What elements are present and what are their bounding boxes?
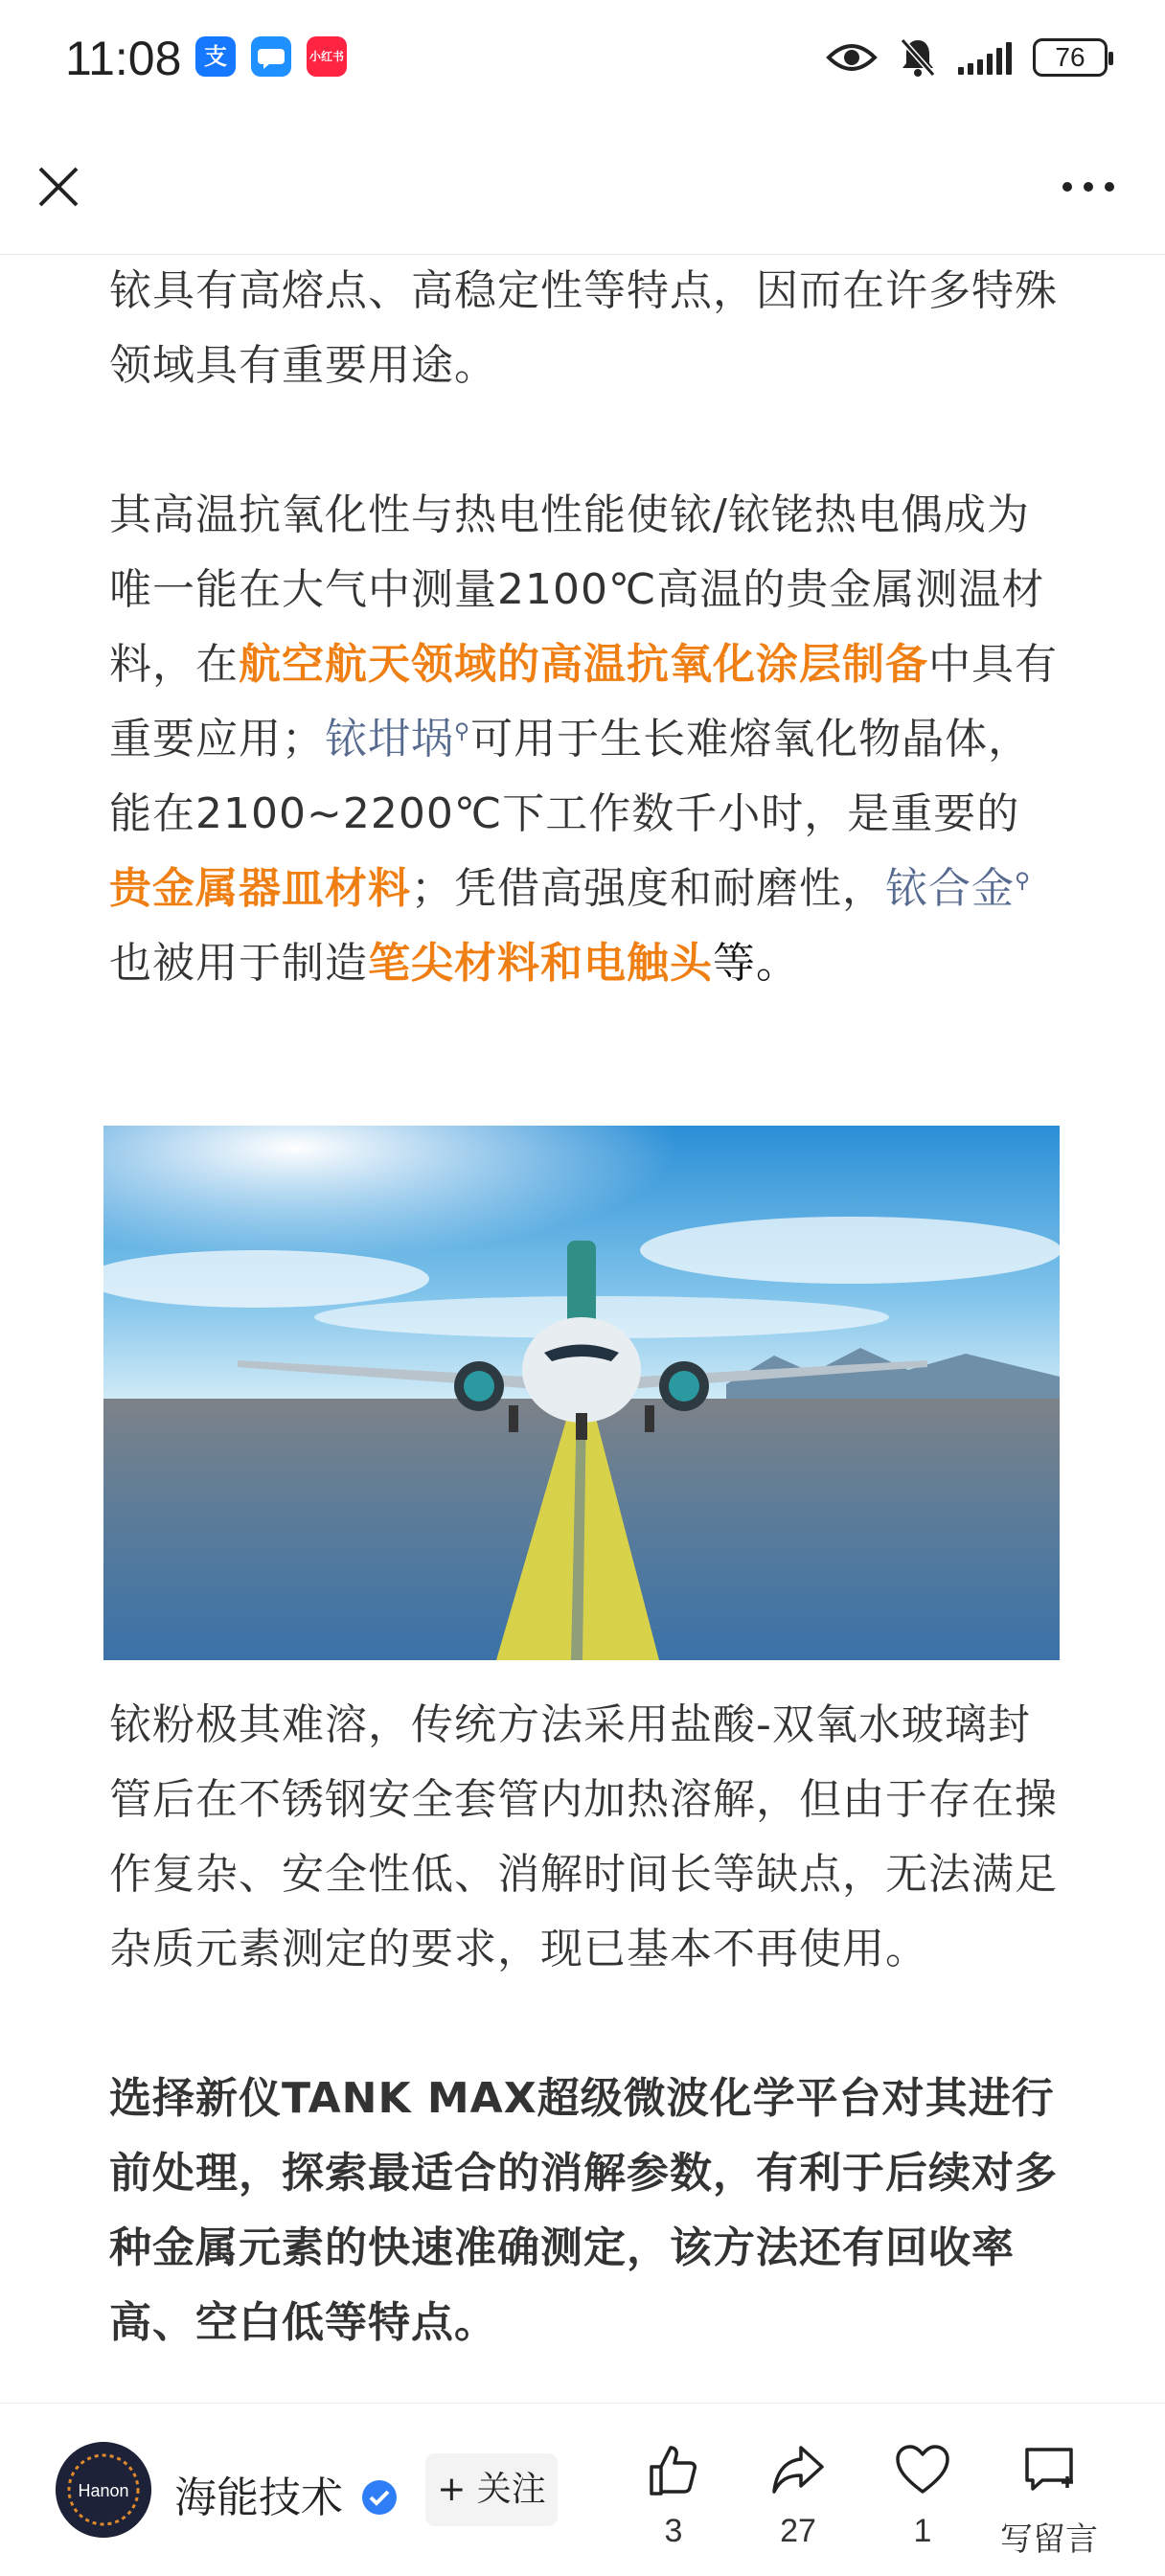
share-button[interactable] <box>745 2440 851 2550</box>
link-iridium-crucible[interactable] <box>325 715 470 764</box>
status-time: 11:08 <box>65 32 182 85</box>
favorite-button[interactable] <box>870 2440 975 2550</box>
paragraph-tank-max: 选择新仪TANK MAX超级微波化学平台对其进行前处理，探索最适合的消解参数，有利于后续对多种金属元素的快速准确测定，该方法还有回收率高、空白低等特点。 <box>109 2074 1058 2347</box>
highlight-pen-tip: 笔尖材料和电触头 <box>368 939 713 988</box>
paragraph-applications <box>109 478 1058 1001</box>
write-comment-button[interactable] <box>987 2440 1111 2560</box>
link-iridium-alloy[interactable] <box>885 864 1031 913</box>
text-segment: 可用于生长难熔氧化物晶体，能在2100~2200℃下工作数千小时，是重要的 <box>109 715 1032 838</box>
verified-badge-icon <box>360 2478 399 2517</box>
share-icon <box>768 2440 828 2499</box>
text-segment: 中具有重要应用； <box>109 640 1058 764</box>
link-label: 铱坩埚 <box>325 715 454 764</box>
write-comment-label: 写留言 <box>1000 2521 1098 2558</box>
text-segment: 其高温抗氧化性与热电性能使铱/铱铑热电偶成为唯一能在大气中测量2100℃高温的贵金属测温材料，在 <box>109 490 1045 689</box>
paragraph-traditional-method: 铱粉极其难溶，传统方法采用盐酸-双氧水玻璃封管后在不锈钢安全套管内加热溶解，但由于存在操作复杂、安全性低、消解时间长等缺点，无法满足杂质元素测定的要求，现已基本不再使用。 <box>109 1700 1058 1973</box>
highlight-aerospace: 航空航天领域的高温抗氧化涂层制备 <box>239 640 928 689</box>
search-icon: ⚲ <box>1015 869 1032 894</box>
follow-button[interactable]: + 关注 <box>425 2453 558 2526</box>
signal-icon <box>958 40 1012 75</box>
eye-icon <box>826 40 878 75</box>
author-name[interactable]: 海能技术 <box>174 2473 343 2522</box>
paragraph-intro: 铱具有高熔点、高稳定性等特点，因而在许多特殊领域具有重要用途。 <box>109 266 1058 390</box>
alipay-icon: 支 <box>195 36 236 77</box>
message-icon <box>251 36 291 77</box>
close-icon <box>25 153 92 220</box>
battery-icon: 76 <box>1033 38 1108 77</box>
share-count: 27 <box>780 2513 816 2549</box>
favorite-count: 1 <box>913 2513 932 2549</box>
xiaohongshu-icon: 小红书 <box>307 36 347 77</box>
link-label: 铱合金 <box>885 864 1015 913</box>
text-segment: ；凭借高强度和耐磨性， <box>411 864 885 913</box>
thumbs-up-icon <box>644 2440 703 2499</box>
airplane-photo[interactable] <box>103 1126 1060 1660</box>
article-body <box>109 254 1058 1001</box>
highlight-vessel-material: 贵金属器皿材料 <box>109 864 411 913</box>
comment-icon <box>1019 2440 1079 2499</box>
text-segment: 等。 <box>713 939 799 988</box>
svg-text:Hanon: Hanon <box>78 2481 129 2500</box>
author-avatar[interactable] <box>56 2442 151 2538</box>
close-button[interactable] <box>25 153 92 220</box>
like-button[interactable] <box>621 2440 726 2550</box>
status-indicators <box>826 33 1108 82</box>
heart-icon <box>893 2440 952 2499</box>
bottom-action-bar <box>0 2403 1165 2576</box>
more-options-button[interactable] <box>1050 163 1127 211</box>
like-count: 3 <box>664 2513 683 2549</box>
top-nav-bar <box>0 115 1165 255</box>
mute-bell-icon <box>899 36 937 79</box>
more-icon <box>1050 163 1127 211</box>
article-body-lower <box>109 1688 1058 2360</box>
status-bar <box>0 0 1165 115</box>
text-segment: 也被用于制造 <box>109 939 368 988</box>
search-icon: ⚲ <box>454 719 471 744</box>
